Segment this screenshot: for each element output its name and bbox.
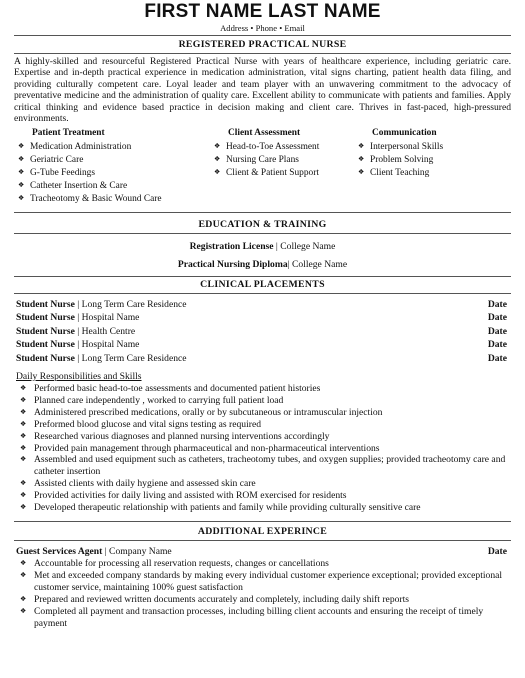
list-item: ❖ Prepared and reviewed written documents accurately and completely, including daily shift reports — [20, 594, 511, 606]
list-item: ❖ Administered prescribed medications, orally or by subcutaneous or intramuscular injection — [20, 407, 511, 419]
skill-item: ❖ Tracheotomy & Basic Wound Care — [18, 192, 214, 205]
placement-location: | Long Term Care Residence — [74, 299, 187, 310]
divider — [14, 276, 511, 277]
experience-date: Date — [487, 546, 507, 557]
list-item: ❖ Accountable for processing all reservation requests, changes or cancellations — [20, 558, 511, 570]
placement-row — [14, 352, 511, 365]
placement-role: Student Nurse — [16, 339, 75, 351]
experience-role: Guest Services Agent — [16, 546, 103, 557]
placement-role: Student Nurse — [16, 299, 75, 310]
placement-location: | Long Term Care Residence — [74, 352, 187, 364]
experience-company: | Company Name — [102, 546, 172, 557]
credential-name: Registration License — [189, 241, 274, 252]
skill-item: ❖ Catheter Insertion & Care — [18, 179, 214, 192]
list-item: ❖ Assembled and used equipment such as catheters, tracheotomy tubes, and oxygen supplies; provided tracheotomy care and catheter insertion — [20, 454, 511, 478]
skills-column-communication — [358, 127, 508, 205]
list-item: ❖ Preformed blood glucose and vital signs testing as required — [20, 419, 511, 431]
list-item: ❖ Researched various diagnoses and planned nursing interventions accordingly — [20, 431, 511, 443]
skills-grid — [14, 127, 511, 205]
placement-date: Date — [487, 339, 507, 351]
placement-date: Date — [487, 325, 507, 337]
summary-text: A highly-skilled and resourceful Registered Practical Nurse with years of healthcare experience, including geriatric care. Expertise and in-depth practical experience in medication administration, vital signs charting, patient health data filing, and providing culturally competent care. Loyal leader and team player with an unwavering commitment to the advocacy of preventative medicine and the administration of quality care. Excellent ability to communicate with patients and families. Apply critical thinking and evidence based practice in decision making and client care. Thrives in fast-paced, high-pressured environments. — [14, 56, 511, 125]
education-entry — [14, 256, 511, 274]
responsibilities-list — [14, 383, 511, 514]
list-item: ❖ Assisted clients with daily hygiene and assessed skin care — [20, 478, 511, 490]
skills-heading: Communication — [372, 128, 437, 139]
divider — [14, 35, 511, 36]
list-item: ❖ Developed therapeutic relationship with patients and family while providing culturally sensitive care — [20, 502, 511, 514]
skill-item: ❖ Client & Patient Support — [214, 166, 358, 179]
list-item: ❖ Completed all payment and transaction processes, including billing client accounts and ensuring the receipt of timely payment — [20, 606, 511, 630]
list-item: ❖ Performed basic head-to-toe assessments and documented patient histories — [20, 383, 511, 395]
placement-date: Date — [487, 312, 507, 324]
skill-item: ❖ G-Tube Feedings — [18, 166, 214, 179]
placement-role: Student Nurse — [16, 352, 75, 364]
skill-item: ❖ Nursing Care Plans — [214, 153, 358, 166]
placement-date: Date — [487, 352, 507, 364]
skills-column-patient-treatment — [18, 127, 214, 205]
placement-row — [14, 311, 511, 324]
institution-name: | College Name — [287, 259, 348, 270]
education-title: EDUCATION & TRAINING — [198, 219, 327, 230]
skill-item: ❖ Problem Solving — [358, 153, 508, 166]
experience-list — [14, 558, 511, 629]
divider — [14, 53, 511, 54]
placements-title: CLINICAL PLACEMENTS — [200, 279, 325, 290]
skill-item: ❖ Client Teaching — [358, 166, 508, 179]
experience-row — [14, 545, 511, 558]
summary-title: REGISTERED PRACTICAL NURSE — [178, 39, 347, 50]
list-item: ❖ Met and exceeded company standards by making every individual customer experience exceptional; provided exceptional customer service, maintaining 100% guest satisfaction — [20, 570, 511, 594]
skill-item: ❖ Interpersonal Skills — [358, 140, 508, 153]
skill-item: ❖ Medication Administration — [18, 140, 214, 153]
list-item: ❖ Provided activities for daily living and assisted with ROM exercised for residents — [20, 490, 511, 502]
candidate-name: FIRST NAME LAST NAME — [144, 1, 381, 22]
education-entry — [14, 238, 511, 256]
skills-heading: Patient Treatment — [32, 128, 105, 139]
placement-location: | Hospital Name — [74, 312, 140, 324]
list-item: ❖ Planned care independently , worked to carrying full patient load — [20, 395, 511, 407]
skill-item: ❖ Geriatric Care — [18, 153, 214, 166]
divider — [14, 212, 511, 213]
skills-heading: Client Assessment — [228, 128, 301, 139]
placement-date: Date — [487, 299, 507, 310]
contact-line: Address • Phone • Email — [220, 23, 305, 33]
divider — [14, 521, 511, 522]
institution-name: | College Name — [273, 241, 336, 252]
placement-row — [14, 298, 511, 311]
responsibilities-subheading: Daily Responsibilities and Skills — [16, 371, 142, 383]
placement-row — [14, 325, 511, 338]
skill-item: ❖ Head-to-Toe Assessment — [214, 140, 358, 153]
skills-column-client-assessment — [214, 127, 358, 205]
list-item: ❖ Provided pain management through pharmaceutical and non-pharmaceutical interventions — [20, 443, 511, 455]
placement-location: | Hospital Name — [74, 339, 140, 351]
placement-location: | Health Centre — [74, 325, 136, 337]
credential-name: Practical Nursing Diploma — [177, 259, 288, 270]
placement-row — [14, 338, 511, 351]
experience-title: ADDITIONAL EXPERINCE — [197, 526, 328, 537]
placement-role: Student Nurse — [16, 325, 75, 337]
placement-role: Student Nurse — [16, 312, 75, 324]
